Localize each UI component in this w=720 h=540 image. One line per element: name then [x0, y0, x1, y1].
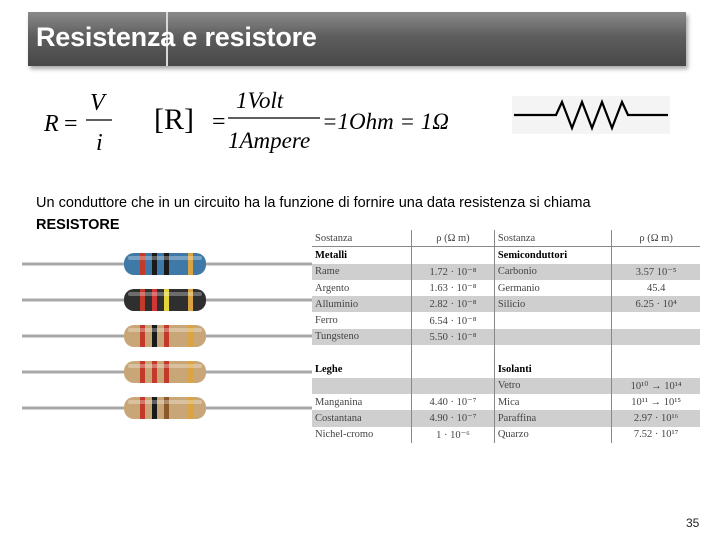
- formula-rhs: =1Ohm = 1Ω: [322, 109, 449, 134]
- header-sostanza-2: Sostanza: [494, 230, 611, 247]
- table-cell: Leghe: [312, 361, 412, 377]
- table-row: [312, 410, 700, 426]
- table-cell: Nichel-cromo: [312, 427, 412, 443]
- table-cell: Metalli: [312, 247, 412, 264]
- header-rho-1: ρ (Ω m): [412, 230, 495, 247]
- table-cell: [612, 312, 700, 328]
- table-cell: Paraffina: [494, 410, 611, 426]
- table-header-row: [312, 230, 700, 247]
- ohm-law-formula: [30, 86, 480, 156]
- resistor-symbol-icon: [512, 96, 670, 134]
- slide-title: Resistenza e resistore: [36, 22, 317, 52]
- table-cell: 10¹⁰ → 10¹⁴: [612, 378, 700, 394]
- table-cell: 6.25 · 10⁴: [612, 296, 700, 312]
- table-cell: Ferro: [312, 312, 412, 328]
- table-cell: [612, 329, 700, 345]
- table-cell: 45.4: [612, 280, 700, 296]
- table-cell: [412, 378, 495, 394]
- table-cell: Isolanti: [494, 361, 611, 377]
- svg-text:=: =: [212, 109, 226, 135]
- table-cell: Carbonio: [494, 264, 611, 280]
- table-cell: Semiconduttori: [494, 247, 611, 264]
- formula-one-ampere: 1Ampere: [228, 128, 311, 153]
- formula-v: V: [90, 90, 105, 116]
- table-cell: 5.50 · 10⁻⁸: [412, 329, 495, 345]
- formula-r-bracket: [R]: [154, 103, 194, 136]
- table-row: [312, 361, 700, 377]
- page-number: 35: [686, 516, 700, 530]
- table-cell: 2.97 · 10¹⁶: [612, 410, 700, 426]
- resistors-photo: [22, 236, 312, 436]
- formula-one-volt: 1Volt: [236, 88, 284, 113]
- table-row: [312, 312, 700, 328]
- table-cell: [312, 345, 412, 361]
- table-cell: Manganina: [312, 394, 412, 410]
- resistor: [22, 361, 312, 383]
- table-cell: [494, 345, 611, 361]
- table-cell: 6.54 · 10⁻⁸: [412, 312, 495, 328]
- table-cell: Quarzo: [494, 427, 611, 443]
- table-cell: 1.63 · 10⁻⁸: [412, 280, 495, 296]
- table-row: [312, 264, 700, 280]
- table-cell: 4.90 · 10⁻⁷: [412, 410, 495, 426]
- table-cell: 10¹¹ → 10¹⁵: [612, 394, 700, 410]
- table-cell: [612, 247, 700, 264]
- resistor: [22, 325, 312, 347]
- table-row: [312, 280, 700, 296]
- resistor: [22, 397, 312, 419]
- resistivity-table: [312, 230, 700, 443]
- table-cell: [412, 247, 495, 264]
- header-sostanza-1: Sostanza: [312, 230, 412, 247]
- table-cell: [612, 361, 700, 377]
- table-row: [312, 378, 700, 394]
- table-cell: 2.82 · 10⁻⁸: [412, 296, 495, 312]
- table-row: [312, 345, 700, 361]
- table-cell: 4.40 · 10⁻⁷: [412, 394, 495, 410]
- table-cell: Costantana: [312, 410, 412, 426]
- definition-text: Un conduttore che in un circuito ha la funzione di fornire una data resistenza si chiama: [36, 195, 591, 211]
- table-cell: [412, 345, 495, 361]
- table-row: [312, 394, 700, 410]
- table-row: [312, 427, 700, 443]
- header-rho-2: ρ (Ω m): [612, 230, 700, 247]
- table-cell: 3.57 10⁻⁵: [612, 264, 700, 280]
- table-row: [312, 296, 700, 312]
- table-cell: Vetro: [494, 378, 611, 394]
- table-cell: [412, 361, 495, 377]
- formula-equals: =: [64, 111, 78, 137]
- table-cell: 1 · 10⁻⁶: [412, 427, 495, 443]
- table-cell: [494, 312, 611, 328]
- table-cell: Alluminio: [312, 296, 412, 312]
- table-cell: 1.72 · 10⁻⁸: [412, 264, 495, 280]
- table-cell: Rame: [312, 264, 412, 280]
- resistor: [22, 289, 312, 311]
- table-cell: 7.52 · 10¹⁷: [612, 427, 700, 443]
- resistor: [22, 253, 312, 275]
- formula-i: i: [96, 130, 103, 156]
- table-cell: Silicio: [494, 296, 611, 312]
- table-row: [312, 247, 700, 264]
- formula-r: R: [44, 111, 59, 137]
- table-cell: Tungsteno: [312, 329, 412, 345]
- table-cell: Mica: [494, 394, 611, 410]
- keyword-resistore: RESISTORE: [36, 217, 120, 233]
- table-cell: [612, 345, 700, 361]
- table-cell: [312, 378, 412, 394]
- table-row: [312, 329, 700, 345]
- table-cell: Germanio: [494, 280, 611, 296]
- table-cell: [494, 329, 611, 345]
- table-cell: Argento: [312, 280, 412, 296]
